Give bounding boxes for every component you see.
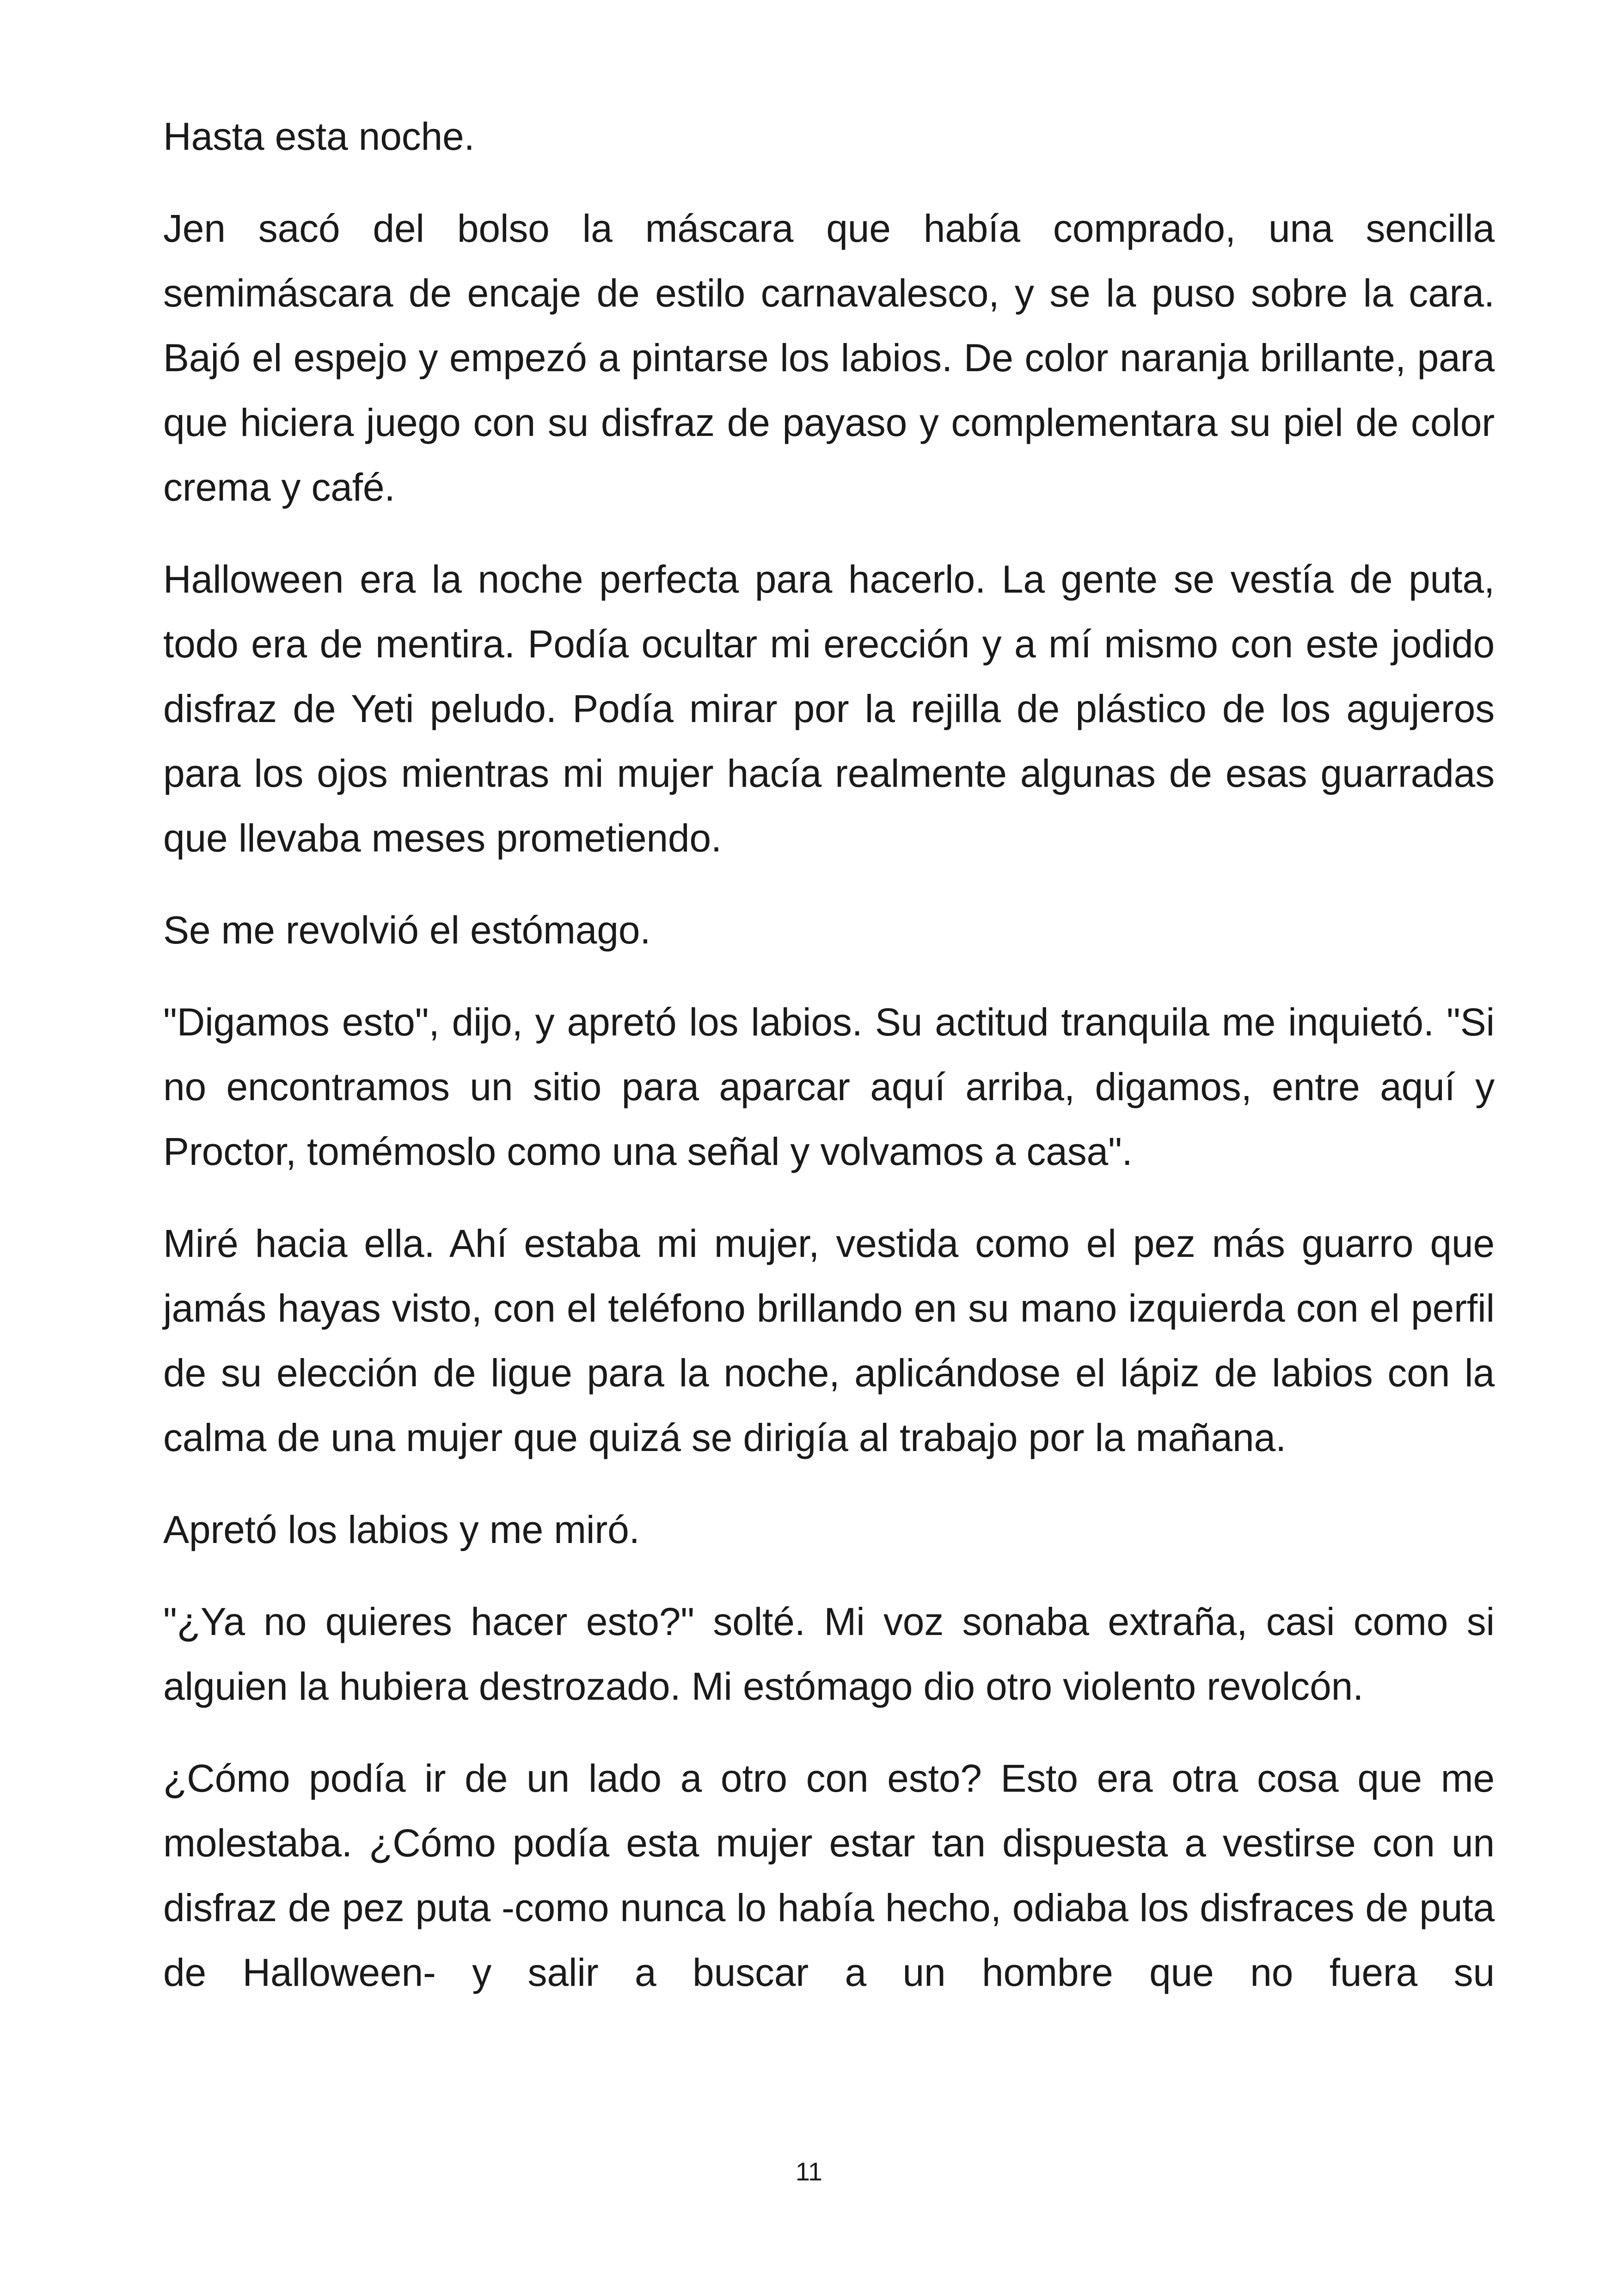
- page-number: 11: [795, 2157, 823, 2186]
- paragraph: Halloween era la noche perfecta para hacerlo. La gente se vestía de puta, todo era de mentira. Podía ocultar mi erección y a mí mismo con este jodido disfraz de Yeti peludo. Podía mirar por la rejilla de plástico de los agujeros para los ojos mientras mi mujer hacía realmente algunas de esas guarradas que llevaba meses prometiendo.: [163, 557, 1495, 860]
- paragraph: "¿Ya no quieres hacer esto?" solté. Mi voz sonaba extraña, casi como si alguien la hubiera destrozado. Mi estómago dio otro violento revolcón.: [163, 1600, 1495, 1708]
- paragraph: Jen sacó del bolso la máscara que había comprado, una sencilla semimáscara de encaje de estilo carnavalesco, y se la puso sobre la cara. Bajó el espejo y empezó a pintarse los labios. De color naranja brillante, para que hiciera juego con su disfraz de payaso y complementara su piel de color crema y café.: [163, 207, 1495, 509]
- body-text: [163, 104, 1495, 2005]
- paragraph: "Digamos esto", dijo, y apretó los labios. Su actitud tranquila me inquietó. "Si no encontramos un sitio para aparcar aquí arriba, digamos, entre aquí y Proctor, tomémoslo como una señal y volvamos a casa".: [163, 1000, 1495, 1173]
- paragraph: ¿Cómo podía ir de un lado a otro con esto? Esto era otra cosa que me molestaba. ¿Cómo podía esta mujer estar tan dispuesta a vestirse con un disfraz de pez puta -como nunca lo había hecho, odiaba los disfraces de puta de Halloween- y salir a buscar a un hombre que no fuera su: [163, 1757, 1495, 1994]
- paragraph: Miré hacia ella. Ahí estaba mi mujer, vestida como el pez más guarro que jamás hayas visto, con el teléfono brillando en su mano izquierda con el perfil de su elección de ligue para la noche, aplicándose el lápiz de labios con la calma de una mujer que quizá se dirigía al trabajo por la mañana.: [163, 1222, 1495, 1459]
- paragraph: Se me revolvió el estómago.: [163, 908, 651, 952]
- paragraph: Hasta esta noche.: [163, 115, 475, 158]
- paragraph: Apretó los labios y me miró.: [163, 1508, 640, 1551]
